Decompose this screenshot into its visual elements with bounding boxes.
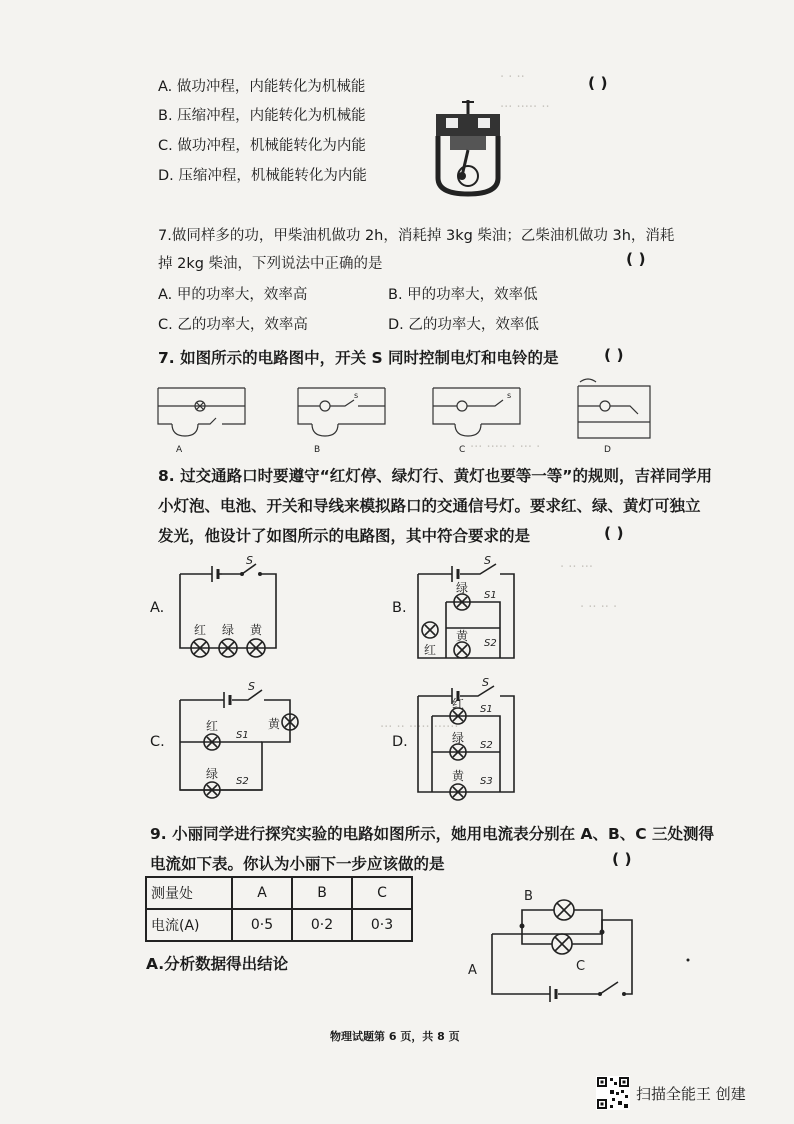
q9-stem-line2: 电流如下表。你认为小丽下一步应该做的是 bbox=[150, 855, 445, 873]
q9-point-b-label: B bbox=[524, 889, 533, 904]
q8b-switch-label: S bbox=[484, 554, 491, 567]
table-cell: 0·5 bbox=[232, 909, 292, 941]
q9-point-c-label: C bbox=[576, 959, 586, 974]
table-row bbox=[146, 877, 412, 909]
table-cell: 0·2 bbox=[292, 909, 352, 941]
q8-stem-line2: 小灯泡、电池、开关和导线来模拟路口的交通信号灯。要求红、绿、黄灯可独立 bbox=[158, 497, 701, 515]
q8d-lamp-green-label: 绿 bbox=[452, 731, 465, 745]
page-footer: 物理试题第 6 页，共 8 页 bbox=[330, 1030, 460, 1043]
q7b-label-b: B bbox=[314, 445, 321, 455]
q9-current-table bbox=[145, 876, 413, 942]
q8a-lamp-red-label: 红 bbox=[194, 623, 207, 637]
q6-option-a: A. 做功冲程，内能转化为机械能 bbox=[158, 79, 366, 95]
q8c-s2-label: S2 bbox=[236, 776, 249, 787]
q7a-option-b: B. 甲的功率大，效率低 bbox=[388, 287, 538, 303]
q8b-s2-label: S2 bbox=[484, 638, 497, 649]
q8b-s1-label: S1 bbox=[484, 590, 497, 601]
q8d-s2-label: S2 bbox=[480, 740, 493, 751]
q7a-stem-line1: 7.做同样多的功，甲柴油机做功 2h，消耗掉 3kg 柴油；乙柴油机做功 3h，消耗 bbox=[158, 228, 675, 244]
q7a-option-c: C. 乙的功率大，效率高 bbox=[158, 317, 308, 333]
q7b-circuit-a bbox=[158, 388, 245, 455]
table-header-cell: A bbox=[232, 877, 292, 909]
q9-stem-line1: 9. 小丽同学进行探究实验的电路如图所示，她用电流表分别在 A、B、C 三处测得 bbox=[150, 825, 715, 843]
q7b-label-c: C bbox=[459, 445, 466, 455]
q8b-lamp-yellow-label: 黄 bbox=[456, 629, 469, 643]
q6-option-c: C. 做功冲程，机械能转化为内能 bbox=[158, 138, 366, 154]
q8d-switch-label: S bbox=[482, 676, 489, 689]
q8a-switch-label: S bbox=[246, 554, 253, 567]
q7b-label-d: D bbox=[604, 445, 611, 455]
q8b-lamp-red-label: 红 bbox=[424, 643, 437, 657]
q8d-lamp-yellow-label: 黄 bbox=[452, 769, 465, 783]
q7b-answer-blank: ( ) bbox=[604, 346, 624, 364]
q8b-lamp-green-label: 绿 bbox=[456, 581, 469, 595]
q9-parallel-circuit bbox=[462, 884, 702, 1004]
q6-option-d: D. 压缩冲程，机械能转化为内能 bbox=[158, 168, 367, 184]
svg-text:s: s bbox=[507, 391, 512, 400]
q8-label-d: D. bbox=[392, 734, 408, 750]
table-cell: 0·3 bbox=[352, 909, 412, 941]
q9-answer-blank: ( ) bbox=[612, 850, 632, 868]
q6-option-b: B. 压缩冲程，内能转化为机械能 bbox=[158, 108, 366, 124]
q7b-circuit-c bbox=[433, 388, 520, 455]
table-header-cell: 测量处 bbox=[146, 877, 232, 909]
q8c-lamp-yellow-label: 黄 bbox=[268, 717, 281, 731]
q9-point-a-label: A bbox=[468, 963, 477, 978]
q8c-s1-label: S1 bbox=[236, 730, 249, 741]
svg-text:s: s bbox=[354, 391, 359, 400]
q7b-circuit-b bbox=[298, 388, 385, 455]
q8-stem-line3: 发光，他设计了如图所示的电路图，其中符合要求的是 bbox=[158, 527, 531, 545]
q7a-answer-blank: ( ) bbox=[626, 250, 646, 268]
q8c-lamp-red-label: 红 bbox=[206, 719, 219, 733]
q9-option-a: A.分析数据得出结论 bbox=[146, 955, 289, 973]
q8-circuit-c bbox=[172, 680, 302, 804]
q7b-stem: 7. 如图所示的电路图中，开关 S 同时控制电灯和电铃的是 bbox=[158, 349, 559, 367]
table-header-cell: C bbox=[352, 877, 412, 909]
scanner-watermark: 扫描全能王 创建 bbox=[636, 1085, 746, 1103]
q7b-label-a: A bbox=[176, 445, 183, 455]
q8d-lamp-red-label: 红 bbox=[452, 697, 465, 711]
q8-circuit-b bbox=[410, 552, 530, 664]
q8a-lamp-yellow-label: 黄 bbox=[250, 623, 263, 637]
q8-answer-blank: ( ) bbox=[604, 524, 624, 542]
q8-circuit-a bbox=[172, 552, 292, 662]
q8a-lamp-green-label: 绿 bbox=[222, 623, 235, 637]
q8-label-c: C. bbox=[150, 734, 165, 750]
q8c-lamp-green-label: 绿 bbox=[206, 767, 219, 781]
q8d-s3-label: S3 bbox=[480, 776, 493, 787]
table-cell: 电流(A) bbox=[146, 909, 232, 941]
table-row bbox=[146, 909, 412, 941]
q8-stem-line1: 8. 过交通路口时要遵守“红灯停、绿灯行、黄灯也要等一等”的规则，吉祥同学用 bbox=[158, 467, 712, 485]
q7a-option-a: A. 甲的功率大，效率高 bbox=[158, 287, 308, 303]
q8c-switch-label: S bbox=[248, 680, 255, 693]
q8-label-a: A. bbox=[150, 600, 165, 616]
q7b-circuit-d bbox=[578, 379, 650, 455]
q6-answer-blank: ( ) bbox=[588, 74, 608, 92]
q7a-stem-line2: 掉 2kg 柴油，下列说法中正确的是 bbox=[158, 256, 383, 272]
table-header-cell: B bbox=[292, 877, 352, 909]
q7a-option-d: D. 乙的功率大，效率低 bbox=[388, 317, 539, 333]
q8-label-b: B. bbox=[392, 600, 407, 616]
qr-code-icon bbox=[596, 1076, 630, 1110]
q7b-circuit-diagrams bbox=[150, 378, 670, 458]
q8d-s1-label: S1 bbox=[480, 704, 493, 715]
q8-circuit-d bbox=[410, 676, 530, 802]
engine-cylinder-diagram bbox=[428, 98, 508, 198]
